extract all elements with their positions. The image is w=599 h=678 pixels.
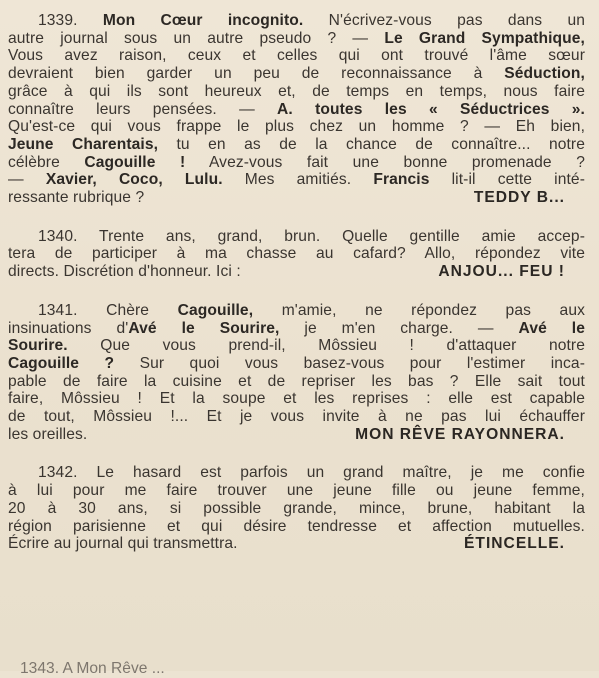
ad-line <box>8 12 585 30</box>
ad-line <box>8 373 585 391</box>
ad-line <box>8 47 585 65</box>
ad-text: — <box>8 171 46 189</box>
ad-line <box>8 302 585 320</box>
ad-line <box>8 189 585 207</box>
ad-line <box>8 464 585 482</box>
ad-line <box>8 83 585 101</box>
ad-text: faire, Môssieu ! Et la soupe et les reprises : elle est capable <box>8 390 585 408</box>
bold-name: Avé le Sourire, <box>128 319 280 337</box>
bold-name: Cagouille, <box>177 301 254 319</box>
ad-signature: MON RÊVE RAYONNERA. <box>355 425 565 443</box>
ad-text: grâce à qui ils sont heureux et, de temps en temps, nous faire <box>8 82 585 100</box>
bold-name: Cagouille ? <box>8 354 115 372</box>
classified-ad <box>8 228 585 281</box>
bold-name: Francis <box>373 171 430 189</box>
ad-line <box>8 535 585 553</box>
ad-text: célèbre <box>8 153 85 171</box>
ad-line <box>8 30 585 48</box>
ad-text: tera de participer à ma chasse au cafard? Allo, répondez vite <box>8 245 585 263</box>
ad-text: à lui pour me faire trouver une jeune fille ou jeune femme, <box>8 482 585 500</box>
classifieds-column <box>8 12 585 553</box>
bold-name: Séduction, <box>504 65 585 83</box>
ad-text: je m'en charge. — <box>279 319 519 337</box>
ad-line <box>8 426 585 444</box>
ad-text: pable de faire la cuisine et de repriser les bas ? Elle sait tout <box>8 372 585 390</box>
ad-text: 1341. Chère <box>38 301 178 319</box>
ad-text: 1339. <box>38 12 103 29</box>
ad-line <box>8 337 585 355</box>
ad-line <box>8 320 585 338</box>
ad-signature: TEDDY B... <box>473 189 565 207</box>
ad-line <box>8 154 585 172</box>
ad-text: directs. Discrétion d'honneur. Ici : <box>8 263 241 281</box>
ad-text: lit-il cette inté- <box>429 171 585 189</box>
bold-name: Mon Cœur incognito. <box>102 12 304 29</box>
ad-line <box>8 355 585 373</box>
ad-line <box>8 101 585 119</box>
ad-text: tu en as de la chance de connaître... notre <box>158 135 585 153</box>
ad-text: N'écrivez-vous pas dans un <box>303 12 586 29</box>
ad-text: Que vous prend-il, Môssieu ! d'attaquer notre <box>67 337 585 355</box>
classified-ad <box>8 464 585 553</box>
ad-line <box>8 171 585 189</box>
ad-text: Écrire au journal qui transmettra. <box>8 535 238 553</box>
cutoff-line: 1343. A Mon Rêve ... <box>20 660 165 677</box>
ad-text: les oreilles. <box>8 425 88 443</box>
bold-name: Avé le <box>518 319 586 337</box>
ad-signature: ANJOU... FEU ! <box>438 263 565 281</box>
bold-name: Xavier, Coco, Lulu. <box>45 171 223 189</box>
bold-name: Sourire. <box>8 337 68 355</box>
ad-text: Mes amitiés. <box>222 171 374 189</box>
ad-text: m'amie, ne répondez pas aux <box>253 301 586 319</box>
ad-text: région parisienne et qui désire tendresse et affection mutuelles. <box>8 517 585 535</box>
ad-line <box>8 518 585 536</box>
bold-name: Le Grand Sympathique, <box>384 29 585 47</box>
ad-text: insinuations d' <box>8 319 129 337</box>
ad-text: Avez-vous fait une bonne promenade ? <box>185 153 585 171</box>
bold-name: Jeune Charentais, <box>8 135 159 153</box>
ad-text: Vous avez raison, ceux et celles qui ont trouvé l'âme sœur <box>8 47 585 65</box>
ad-line <box>8 500 585 518</box>
ad-text: ressante rubrique ? <box>8 189 145 207</box>
bold-name: A. toutes les « Séductrices ». <box>277 100 585 118</box>
ad-line <box>8 65 585 83</box>
ad-signature: ÉTINCELLE. <box>464 535 565 553</box>
ad-line <box>8 245 585 263</box>
ad-line <box>8 228 585 246</box>
classified-ad <box>8 12 585 207</box>
ad-text: connaître leurs pensées. — <box>8 100 278 118</box>
ad-text: Qu'est-ce qui vous frappe le plus chez un homme ? — Eh bien, <box>8 118 585 136</box>
ad-text: 20 à 30 ans, si possible grande, mince, brune, habitant la <box>8 499 585 517</box>
ad-line <box>8 482 585 500</box>
ad-text: Sur quoi vous basez-vous pour l'estimer inca- <box>114 354 586 372</box>
ad-line <box>8 408 585 426</box>
ad-text: devraient bien garder un peu de reconnaissance à <box>8 65 505 83</box>
ad-line <box>8 263 585 281</box>
ad-line <box>8 390 585 408</box>
classified-ad <box>8 302 585 444</box>
ad-text: 1340. Trente ans, grand, brun. Quelle gentille amie accep- <box>38 227 585 245</box>
ad-text: de tout, Môssieu !... Et je vous invite à ne pas lui échauffer <box>8 408 585 426</box>
bold-name: Cagouille ! <box>84 153 186 171</box>
ad-line <box>8 136 585 154</box>
ad-text: 1342. Le hasard est parfois un grand maître, je me confie <box>38 464 585 482</box>
ad-line <box>8 118 585 136</box>
ad-text: autre journal sous un autre pseudo ? — <box>8 29 385 47</box>
